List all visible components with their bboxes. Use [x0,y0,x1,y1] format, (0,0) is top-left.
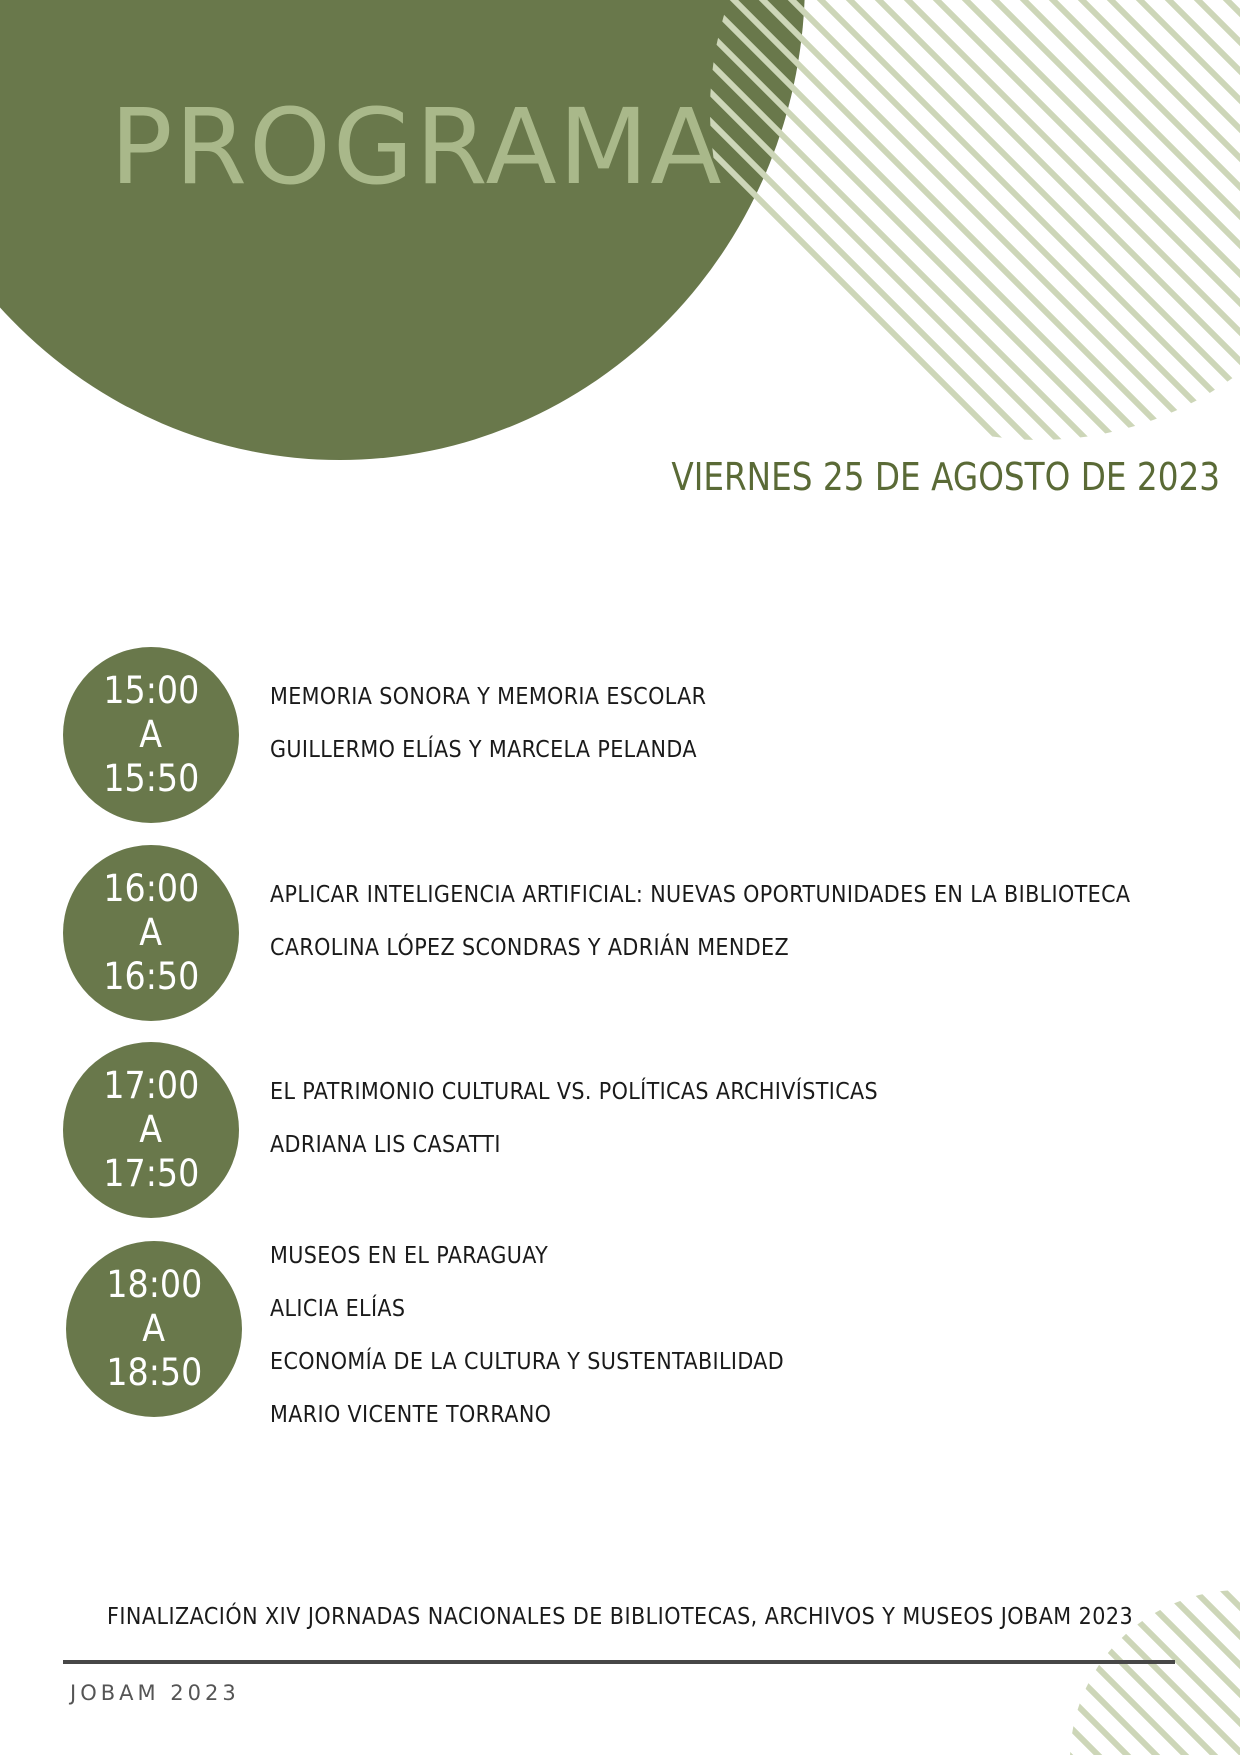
session-speakers: CAROLINA LÓPEZ SCONDRAS Y ADRIÁN MENDEZ [270,935,790,961]
session-speakers: MARIO VICENTE TORRANO [270,1402,552,1428]
time-end: 17:50 [103,1152,199,1195]
session-title: EL PATRIMONIO CULTURAL VS. POLÍTICAS ARCHIVÍSTICAS [270,1079,879,1105]
stripe-line [787,1560,987,1755]
time-end: 18:50 [106,1351,202,1394]
session-speakers: ALICIA ELÍAS [270,1296,406,1322]
stripe-line [1048,1560,1240,1755]
time-slot-circle [63,647,239,823]
time-start: 16:00 [103,867,199,910]
stripe-line [758,1560,958,1755]
session-title: MEMORIA SONORA Y MEMORIA ESCOLAR [270,684,707,710]
time-slot-circle [63,845,239,1021]
closing-note-text: FINALIZACIÓN XIV JORNADAS NACIONALES DE BIBLIOTECAS, ARCHIVOS Y MUSEOS JOBAM 2023 [106,1604,1134,1630]
time-separator: A [139,1108,163,1151]
footer-brand: JOBAM 2023 [70,1681,240,1705]
time-slot-circle [63,1042,239,1218]
time-separator: A [139,713,163,756]
time-end: 16:50 [103,955,199,998]
page-title: PROGRAMA [110,86,724,208]
session-speakers: GUILLERMO ELÍAS Y MARCELA PELANDA [270,737,697,763]
time-start: 18:00 [106,1263,202,1306]
stripe-line [961,1560,1161,1755]
session-title: MUSEOS EN EL PARAGUAY [270,1243,549,1269]
time-slot-circle [66,1241,242,1417]
session-title: APLICAR INTELIGENCIA ARTIFICIAL: NUEVAS OPORTUNIDADES EN LA BIBLIOTECA [270,882,1131,908]
session-speakers: ADRIANA LIS CASATTI [270,1132,501,1158]
stripe-line [1019,1560,1219,1755]
time-end: 15:50 [103,757,199,800]
stripe-line [816,1560,1016,1755]
stripe-line [990,1560,1190,1755]
stripe-line [845,1560,1045,1755]
stripe-line [903,1560,1103,1755]
time-separator: A [139,911,163,954]
session-title: ECONOMÍA DE LA CULTURA Y SUSTENTABILIDAD [270,1349,785,1375]
event-date: VIERNES 25 DE AGOSTO DE 2023 [671,455,1220,499]
footer-divider [63,1660,1175,1664]
stripe-line [932,1560,1132,1755]
stripe-line [700,1560,900,1755]
time-start: 17:00 [103,1064,199,1107]
time-separator: A [142,1307,166,1350]
stripe-line [729,1560,929,1755]
time-start: 15:00 [103,669,199,712]
closing-note [0,1606,1240,1629]
stripe-line [874,1560,1074,1755]
